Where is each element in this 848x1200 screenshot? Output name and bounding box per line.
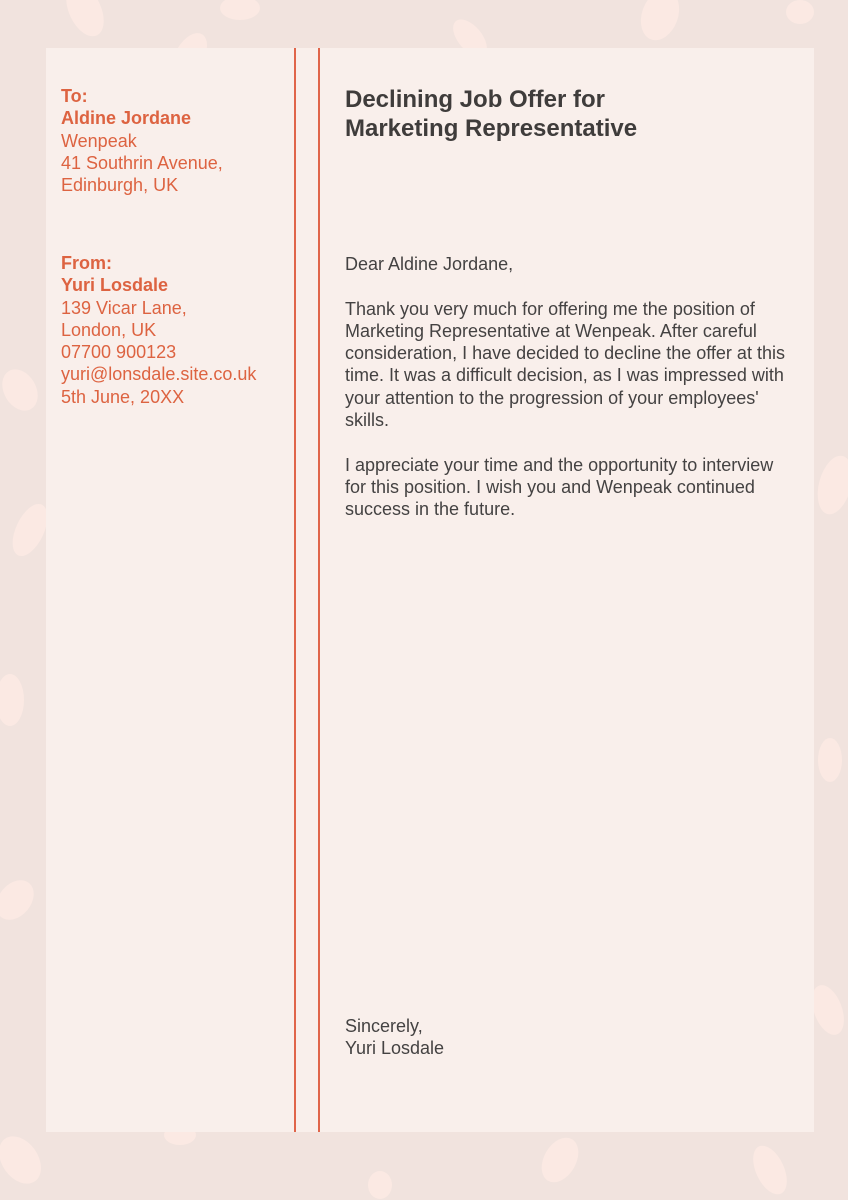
letter-title-line-1: Declining Job Offer for <box>345 86 606 113</box>
sender-city: London, UK <box>61 319 157 340</box>
closing-phrase: Sincerely, <box>345 1016 423 1036</box>
recipient-city: Edinburgh, UK <box>61 175 179 196</box>
recipient-street: 41 Southrin Avenue, <box>61 152 223 173</box>
sender-label: From: <box>61 253 112 273</box>
vertical-divider-left <box>294 48 296 1132</box>
letter-body <box>345 253 795 543</box>
sender-email: yuri@lonsdale.site.co.uk <box>61 364 257 385</box>
sender-name: Yuri Losdale <box>61 275 169 296</box>
recipient-block <box>61 85 291 196</box>
recipient-label: To: <box>61 86 88 106</box>
letter-paper <box>46 48 814 1132</box>
sender-street: 139 Vicar Lane, <box>61 297 187 318</box>
letter-title <box>345 85 765 143</box>
salutation: Dear Aldine Jordane, <box>345 254 514 274</box>
body-paragraph-2: I appreciate your time and the opportunity to interview for this position. I wish you and Wenpeak continued success in the future. <box>345 454 774 520</box>
letter-closing <box>345 1015 444 1060</box>
sender-block <box>61 252 291 408</box>
vertical-divider-right <box>318 48 320 1132</box>
recipient-company: Wenpeak <box>61 130 137 151</box>
letter-date: 5th June, 20XX <box>61 386 185 407</box>
signature-name: Yuri Losdale <box>345 1038 445 1059</box>
sender-phone: 07700 900123 <box>61 342 177 363</box>
letter-title-line-2: Marketing Representative <box>345 115 638 142</box>
recipient-name: Aldine Jordane <box>61 108 192 129</box>
body-paragraph-1: Thank you very much for offering me the position of Marketing Representative at Wenpeak. After careful consideration, I have decided to decline the offer at this time. It was a difficult decision, as I was impressed with your attention to the progression of your employees' skills. <box>345 298 785 431</box>
